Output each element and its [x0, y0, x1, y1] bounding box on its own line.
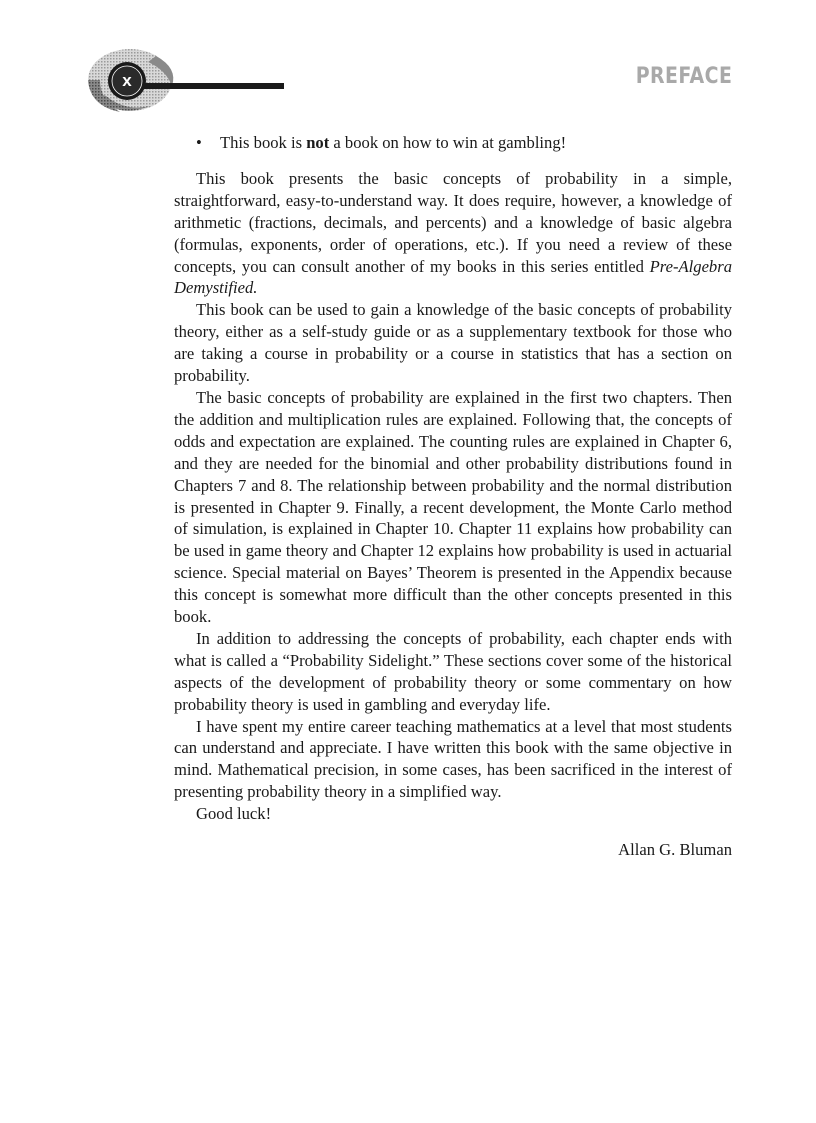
- bullet-icon: •: [196, 133, 202, 152]
- paragraph-prerequisites: [174, 168, 732, 299]
- page-header: [0, 0, 816, 130]
- bullet-text-suffix: a book on how to win at gambling!: [329, 133, 567, 152]
- paragraph-sidelight: In addition to addressing the concepts of probability, each chapter ends with what is called a “Probability Sidelight.” These sections cover some of the historical aspects of the development of probability theory or some commentary on how probability theory is used in gambling and everyday life.: [174, 628, 732, 714]
- bullet-item: [174, 132, 732, 154]
- bullet-text-prefix: This book is: [220, 133, 307, 152]
- paragraph-closing: Good luck!: [196, 804, 272, 824]
- book-title: Pre-Algebra Demystified.: [174, 256, 732, 298]
- bullet-text-emphasis: not: [306, 133, 330, 152]
- paragraph-text: This book presents the basic concepts of probability in a simple, straightforward, easy-to-understand way. It does require, however, a knowledge of arithmetic (fractions, decimals, and percents) and a knowledge of basic algebra (formulas, exponents, order of operations, etc.). If you need a review of these concepts, you can consult another of my books in this series entitled: [174, 168, 732, 276]
- preface-body: [174, 132, 732, 861]
- author-signature: Allan G. Bluman: [618, 840, 732, 860]
- paragraph-chapters: The basic concepts of probability are explained in the first two chapters. Then the addition and multiplication rules are explained. Following that, the concepts of odds and expectation are explained. The counting rules are explained in Chapter 6, and they are needed for the binomial and other probability distributions found in Chapters 7 and 8. The relationship between probability and the normal distribution is presented in Chapter 9. Finally, a recent development, the Monte Carlo method of simulation, is explained in Chapter 10. Chapter 11 explains how probability can be used in game theory and Chapter 12 explains how probability is used in actuarial science. Special material on Bayes’ Theorem is presented in the Appendix because this concept is somewhat more difficult than the other concepts presented in this book.: [174, 387, 732, 627]
- page-number: x: [122, 71, 132, 90]
- running-head-title: PREFACE: [635, 64, 732, 89]
- paragraph-usage: This book can be used to gain a knowledge of the basic concepts of probability theory, either as a self-study guide or as a supplementary textbook for those who are taking a course in probability or a course in statistics that has a section on probability.: [174, 300, 732, 386]
- paragraph-career: I have spent my entire career teaching mathematics at a level that most students can understand and appreciate. I have written this book with the same objective in mind. Mathematical precision, in some cases, has been sacrificed in the interest of presenting probability theory in a simplified way.: [174, 716, 732, 802]
